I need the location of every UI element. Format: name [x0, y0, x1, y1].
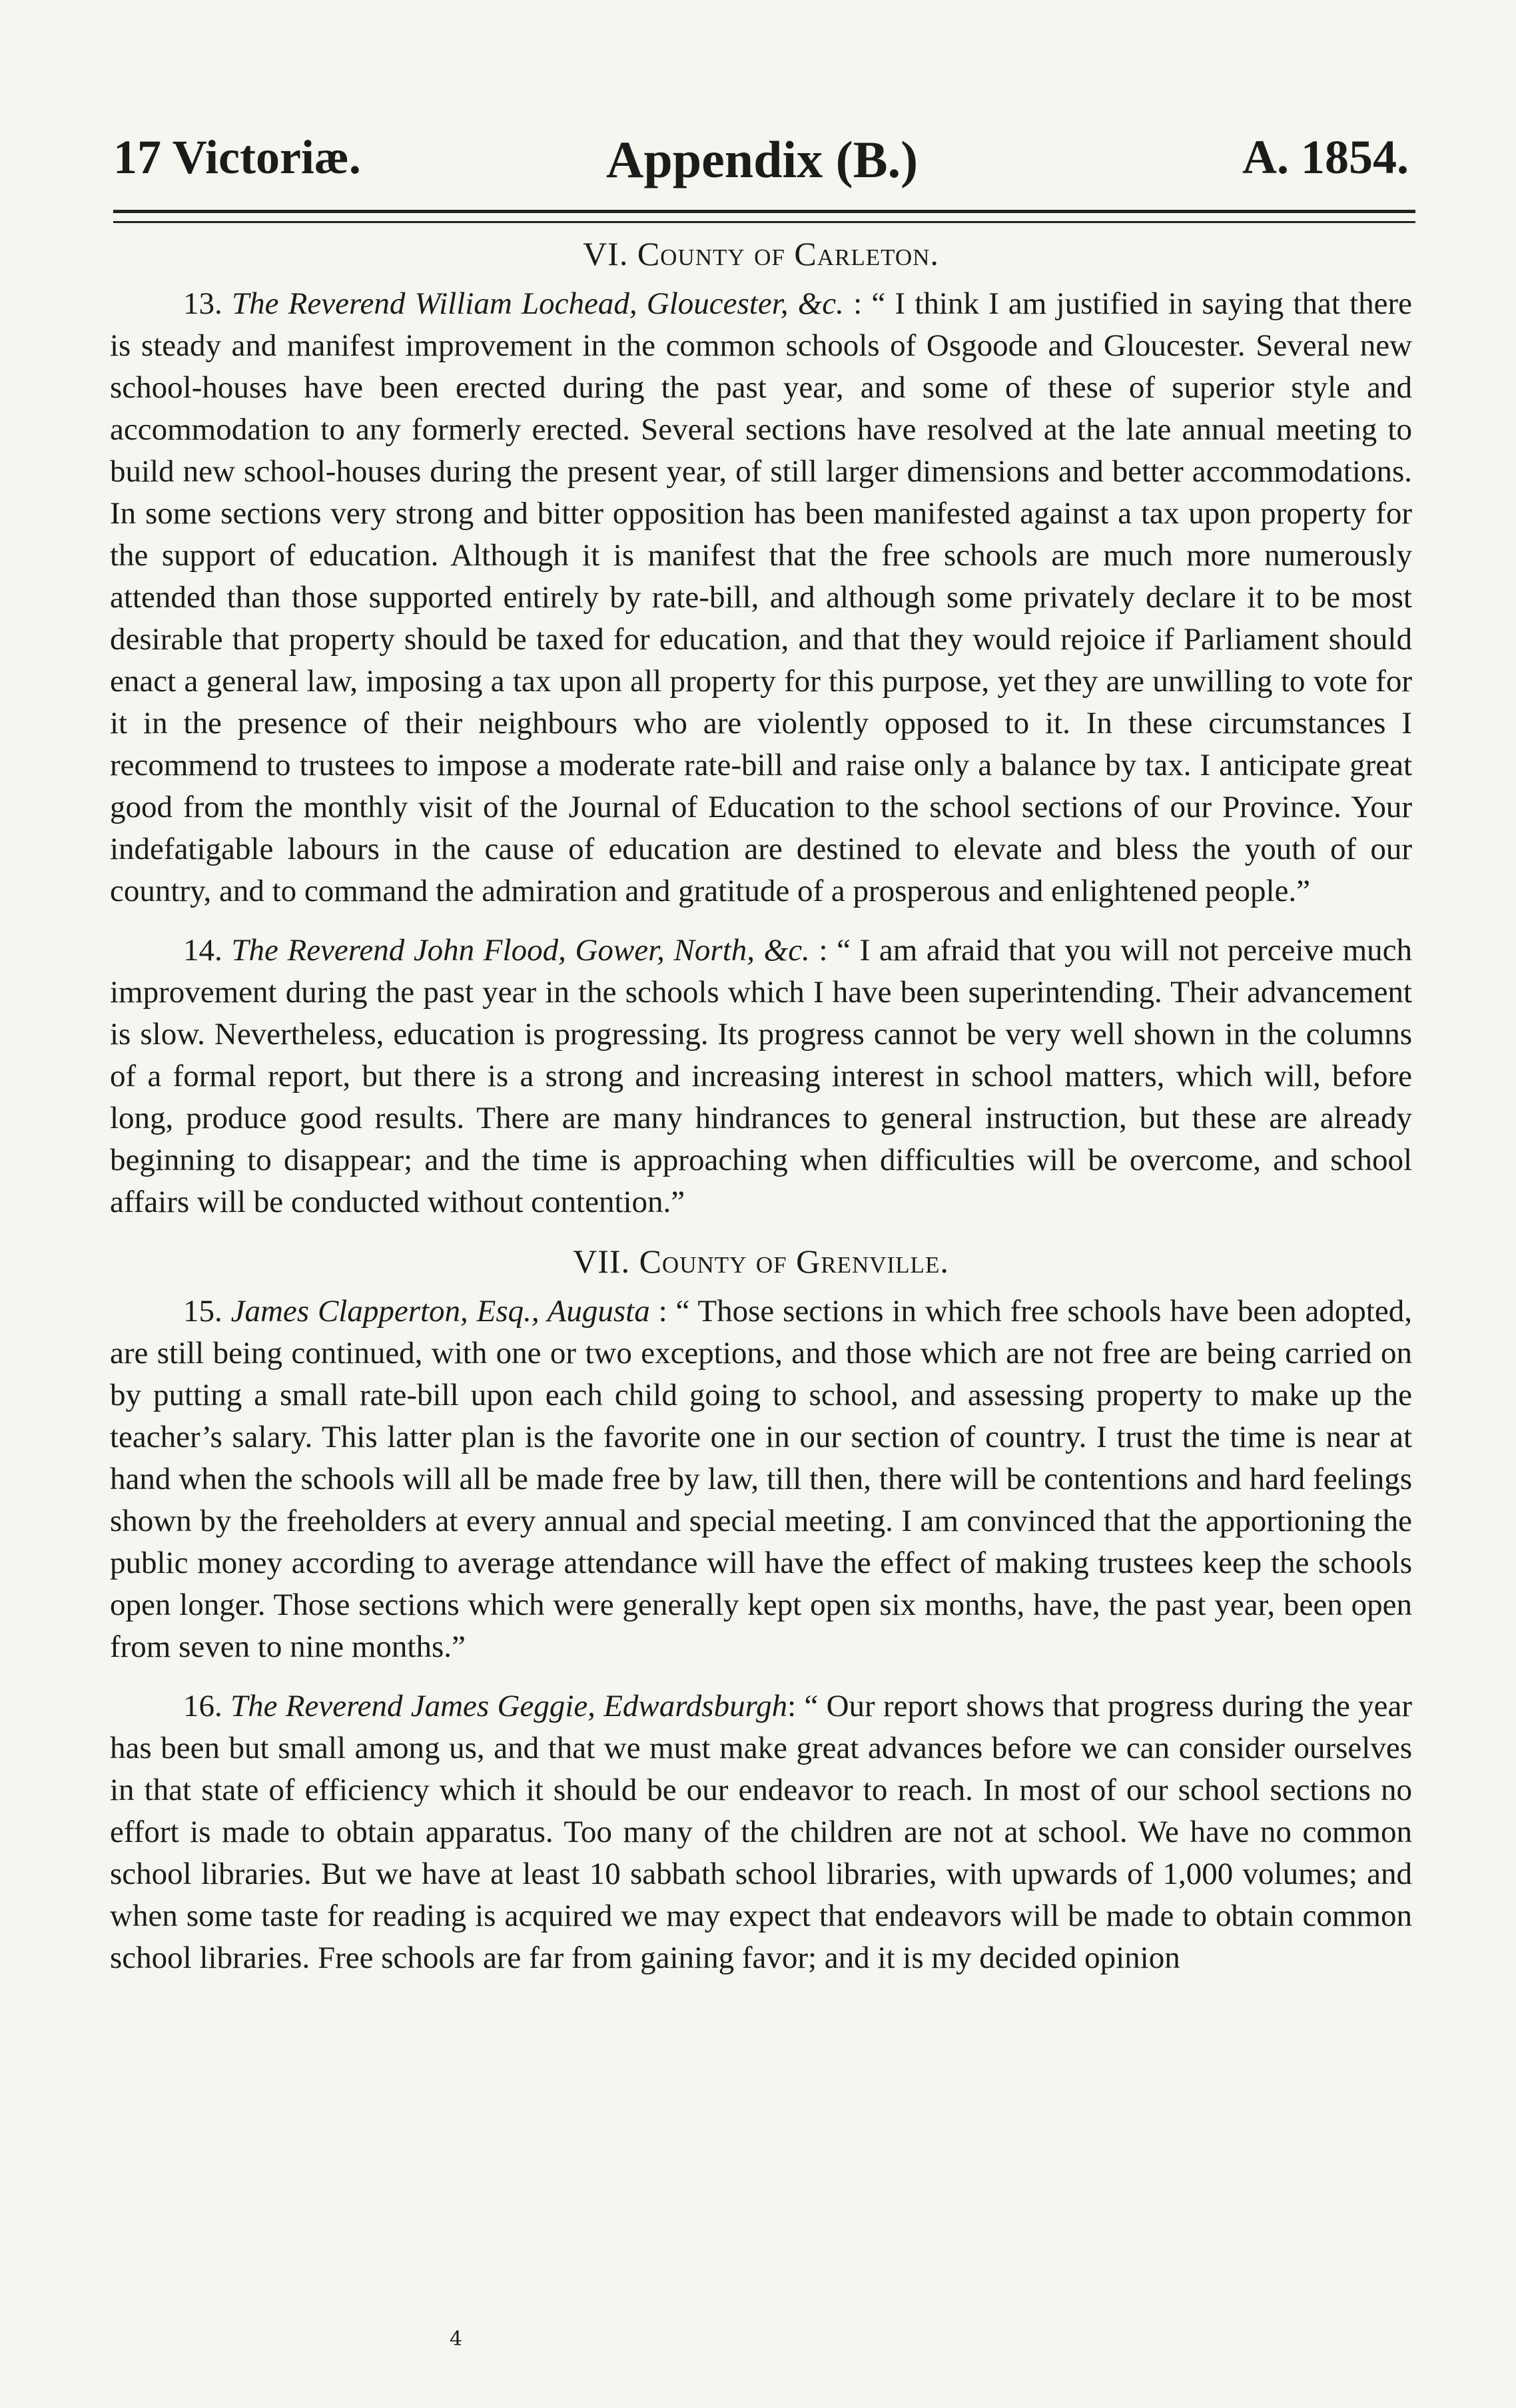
paragraph-number: 16.	[183, 1689, 222, 1723]
paragraph-text: “ Our report shows that progress during the year has been but small among us, and that we must make great advances before we can consider ourselves in that state of efficiency which it should be our endeavor to reach. In most of our school sections no effort is made to obtain apparatus. Too many of the children are not at school. We have no common school libraries. But we have at least 10 sabbath school libraries, with upwards of 1,000 volumes; and when some taste for reading is acquired we may expect that endeavors will be made to obtain common school libraries. Free schools are far from gaining favor; and it is my decided opinion	[110, 1689, 1412, 1975]
paragraph-number: 13.	[183, 286, 222, 321]
header-year: A. 1854.	[1242, 131, 1409, 184]
report-paragraph: 14. The Reverend John Flood, Gower, North, &c. : “ I am afraid that you will not perceive much improvement during the past year in the schools which I have been superintending. Their advancement is slow. Nevertheless, education is progressing. Its progress cannot be very well shown in the columns of a formal report, but there is a strong and increasing interest in school matters, which will, before long, produce good results. There are many hindrances to general instruction, but these are already beginning to disappear; and the time is approaching when difficulties will be overcome, and school affairs will be conducted without contention.”	[110, 933, 1412, 1219]
paragraph-speaker: James Clapperton, Esq., Augusta	[230, 1294, 650, 1329]
report-paragraph: 16. The Reverend James Geggie, Edwardsburgh: “ Our report shows that progress during the year has been but small among us, and that we must make great advances before we can consider ourselves in that state of efficiency which it should be our endeavor to reach. In most of our school sections no effort is made to obtain apparatus. Too many of the children are not at school. We have no common school libraries. But we have at least 10 sabbath school libraries, with upwards of 1,000 volumes; and when some taste for reading is acquired we may expect that endeavors will be made to obtain common school libraries. Free schools are far from gaining favor; and it is my decided opinion	[110, 1689, 1412, 1975]
report-paragraph: 15. James Clapperton, Esq., Augusta : “ Those sections in which free schools have been adopted, are still being continued, with one or two exceptions, and those which are not free are being carried on by putting a small rate-bill upon each child going to school, and assessing property to make up the teacher’s salary. This latter plan is the favorite one in our section of country. I trust the time is near at hand when the schools will all be made free by law, till then, there will be contentions and hard feelings shown by the freeholders at every annual and special meeting. I am convinced that the apportioning the public money according to average attendance will have the effect of making trustees keep the schools open longer. Those sections which were generally kept open six months, have, the past year, been open from seven to nine months.”	[110, 1294, 1413, 1664]
paragraph-speaker: The Reverend William Lochead, Gloucester, &c.	[231, 286, 844, 321]
paragraph-text: “ Those sections in which free schools have been adopted, are still being continued, with one or two exceptions, and those which are not free are being carried on by putting a small rate-bill upon each child going to school, and assessing property to make up the teacher’s salary. This latter plan is the favorite one in our section of country. I trust the time is near at hand when the schools will all be made free by law, till then, there will be contentions and hard feelings shown by the freeholders at every annual and special meeting. I am convinced that the apportioning the public money according to average attendance will have the effect of making trustees keep the schools open longer. Those sections which were generally kept open six months, have, the past year, been open from seven to nine months.”	[110, 1294, 1413, 1664]
paragraph-number: 15.	[183, 1294, 222, 1329]
paragraph-speaker: The Reverend John Flood, Gower, North, &c.	[231, 933, 810, 968]
section-title: VII. County of Grenville.	[573, 1243, 949, 1280]
section-title: VI. County of Carleton.	[583, 235, 939, 272]
footer-mark: 4	[450, 2327, 463, 2351]
document-body	[110, 233, 1412, 1996]
paragraph-number: 14.	[183, 933, 222, 968]
paragraph-text: “ I think I am justified in saying that there is steady and manifest improvement in the common schools of Osgoode and Gloucester. Several new school-houses have been erected during the past year, and some of these of superior style and accommodation to any formerly erected. Several sections have resolved at the late annual meeting to build new school-houses during the present year, of still larger dimensions and better accommodations. In some sections very strong and bitter opposition has been manifested against a tax upon property for the support of education. Although it is manifest that the free schools are much more numerously attended than those supported entirely by rate-bill, and although some privately declare it to be most desirable that property should be taxed for education, and that they would rejoice if Parliament should enact a general law, imposing a tax upon all property for this purpose, yet they are unwilling to vote for it in the presence of their neighbours who are violently opposed to it. In these circumstances I recommend to trustees to impose a moderate rate-bill and raise only a balance by tax. I anticipate great good from the monthly visit of the Journal of Education to the school sections of our Province. Your indefatigable labours in the cause of education are destined to elevate and bless the youth of our country, and to command the admiration and gratitude of a prosperous and enlightened people.”	[110, 286, 1413, 908]
header-regnal-year: 17 Victoriæ.	[113, 131, 361, 184]
header-double-rule	[113, 210, 1415, 223]
paragraph-speaker: The Reverend James Geggie, Edwardsburgh	[230, 1689, 788, 1723]
running-header	[100, 100, 1422, 193]
header-appendix-title: Appendix (B.)	[606, 131, 919, 188]
paragraph-text: “ I am afraid that you will not perceive much improvement during the past year in the schools which I have been superintending. Their advancement is slow. Nevertheless, education is progressing. Its progress cannot be very well shown in the columns of a formal report, but there is a strong and increasing interest in school matters, which will, before long, produce good results. There are many hindrances to general instruction, but these are already beginning to disappear; and the time is approaching when difficulties will be overcome, and school affairs will be conducted without contention.”	[110, 933, 1412, 1219]
report-paragraph: 13. The Reverend William Lochead, Gloucester, &c. : “ I think I am justified in saying that there is steady and manifest improvement in the common schools of Osgoode and Gloucester. Several new school-houses have been erected during the past year, and some of these of superior style and accommodation to any formerly erected. Several sections have resolved at the late annual meeting to build new school-houses during the present year, of still larger dimensions and better accommodations. In some sections very strong and bitter opposition has been manifested against a tax upon property for the support of education. Although it is manifest that the free schools are much more numerously attended than those supported entirely by rate-bill, and although some privately declare it to be most desirable that property should be taxed for education, and that they would rejoice if Parliament should enact a general law, imposing a tax upon all property for this purpose, yet they are unwilling to vote for it in the presence of their neighbours who are violently opposed to it. In these circumstances I recommend to trustees to impose a moderate rate-bill and raise only a balance by tax. I anticipate great good from the monthly visit of the Journal of Education to the school sections of our Province. Your indefatigable labours in the cause of education are destined to elevate and bless the youth of our country, and to command the admiration and gratitude of a prosperous and enlightened people.”	[110, 286, 1413, 908]
document-page	[100, 100, 1422, 2351]
